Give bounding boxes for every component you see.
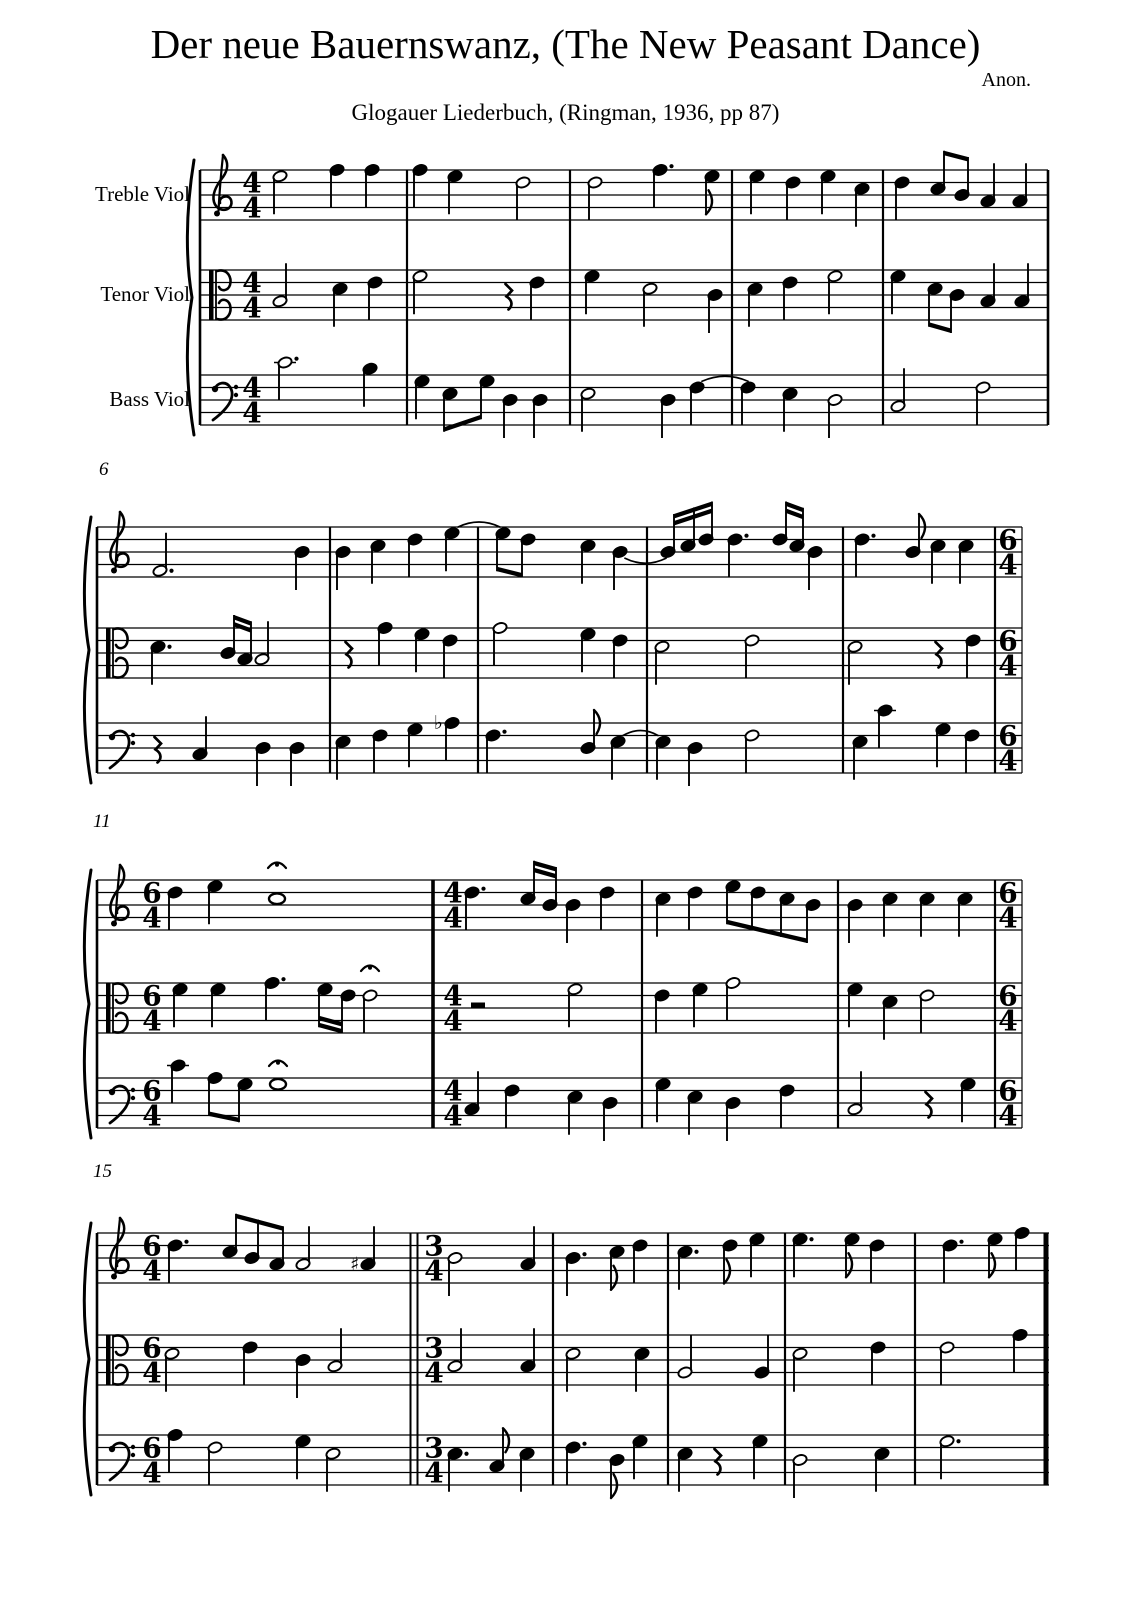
source-citation: Glogauer Liederbuch, (Ringman, 1936, pp 87) xyxy=(351,100,780,125)
svg-text:6: 6 xyxy=(142,1431,162,1465)
svg-text:6: 6 xyxy=(142,979,162,1013)
svg-text:6: 6 xyxy=(998,624,1018,658)
svg-text:4: 4 xyxy=(142,1456,162,1490)
measure-number-6: 6 xyxy=(99,459,109,480)
measure-number-15: 15 xyxy=(93,1161,112,1182)
svg-text:3: 3 xyxy=(424,1229,444,1263)
svg-text:4: 4 xyxy=(242,191,262,225)
instrument-label-treble-viol: Treble Viol xyxy=(94,182,190,206)
svg-text:4: 4 xyxy=(998,1099,1018,1133)
svg-text:4: 4 xyxy=(443,1074,463,1108)
svg-text:4: 4 xyxy=(142,901,162,935)
svg-text:4: 4 xyxy=(424,1356,444,1390)
svg-text:4: 4 xyxy=(443,979,463,1013)
piece-title: Der neue Bauernswanz, (The New Peasant Dance) xyxy=(150,21,981,67)
svg-text:6: 6 xyxy=(998,979,1018,1013)
svg-text:3: 3 xyxy=(424,1431,444,1465)
svg-text:4: 4 xyxy=(443,1004,463,1038)
svg-text:6: 6 xyxy=(998,1074,1018,1108)
svg-text:4: 4 xyxy=(998,1004,1018,1038)
svg-text:6: 6 xyxy=(142,1229,162,1263)
svg-text:6: 6 xyxy=(998,523,1018,557)
svg-text:4: 4 xyxy=(998,744,1018,778)
svg-text:4: 4 xyxy=(142,1004,162,1038)
svg-text:4: 4 xyxy=(998,649,1018,683)
svg-text:4: 4 xyxy=(443,901,463,935)
svg-text:4: 4 xyxy=(242,291,262,325)
instrument-label-tenor-viol: Tenor Viol xyxy=(100,282,190,306)
instrument-label-bass-viol: Bass Viol xyxy=(109,387,190,411)
svg-text:4: 4 xyxy=(443,1099,463,1133)
svg-text:4: 4 xyxy=(424,1254,444,1288)
svg-text:4: 4 xyxy=(998,901,1018,935)
svg-text:4: 4 xyxy=(424,1456,444,1490)
svg-text:6: 6 xyxy=(998,719,1018,753)
svg-text:6: 6 xyxy=(142,1331,162,1365)
svg-text:4: 4 xyxy=(242,371,262,405)
svg-text:4: 4 xyxy=(242,166,262,200)
svg-text:4: 4 xyxy=(242,396,262,430)
svg-text:♯: ♯ xyxy=(350,1253,360,1276)
svg-text:6: 6 xyxy=(142,876,162,910)
svg-text:4: 4 xyxy=(142,1099,162,1133)
svg-text:4: 4 xyxy=(242,266,262,300)
composer-credit: Anon. xyxy=(981,69,1031,91)
svg-text:3: 3 xyxy=(424,1331,444,1365)
svg-text:4: 4 xyxy=(998,548,1018,582)
svg-text:4: 4 xyxy=(142,1254,162,1288)
svg-text:6: 6 xyxy=(998,876,1018,910)
svg-text:♭: ♭ xyxy=(434,712,443,734)
svg-text:4: 4 xyxy=(142,1356,162,1390)
svg-text:4: 4 xyxy=(443,876,463,910)
measure-number-11: 11 xyxy=(93,811,111,832)
svg-text:6: 6 xyxy=(142,1074,162,1108)
